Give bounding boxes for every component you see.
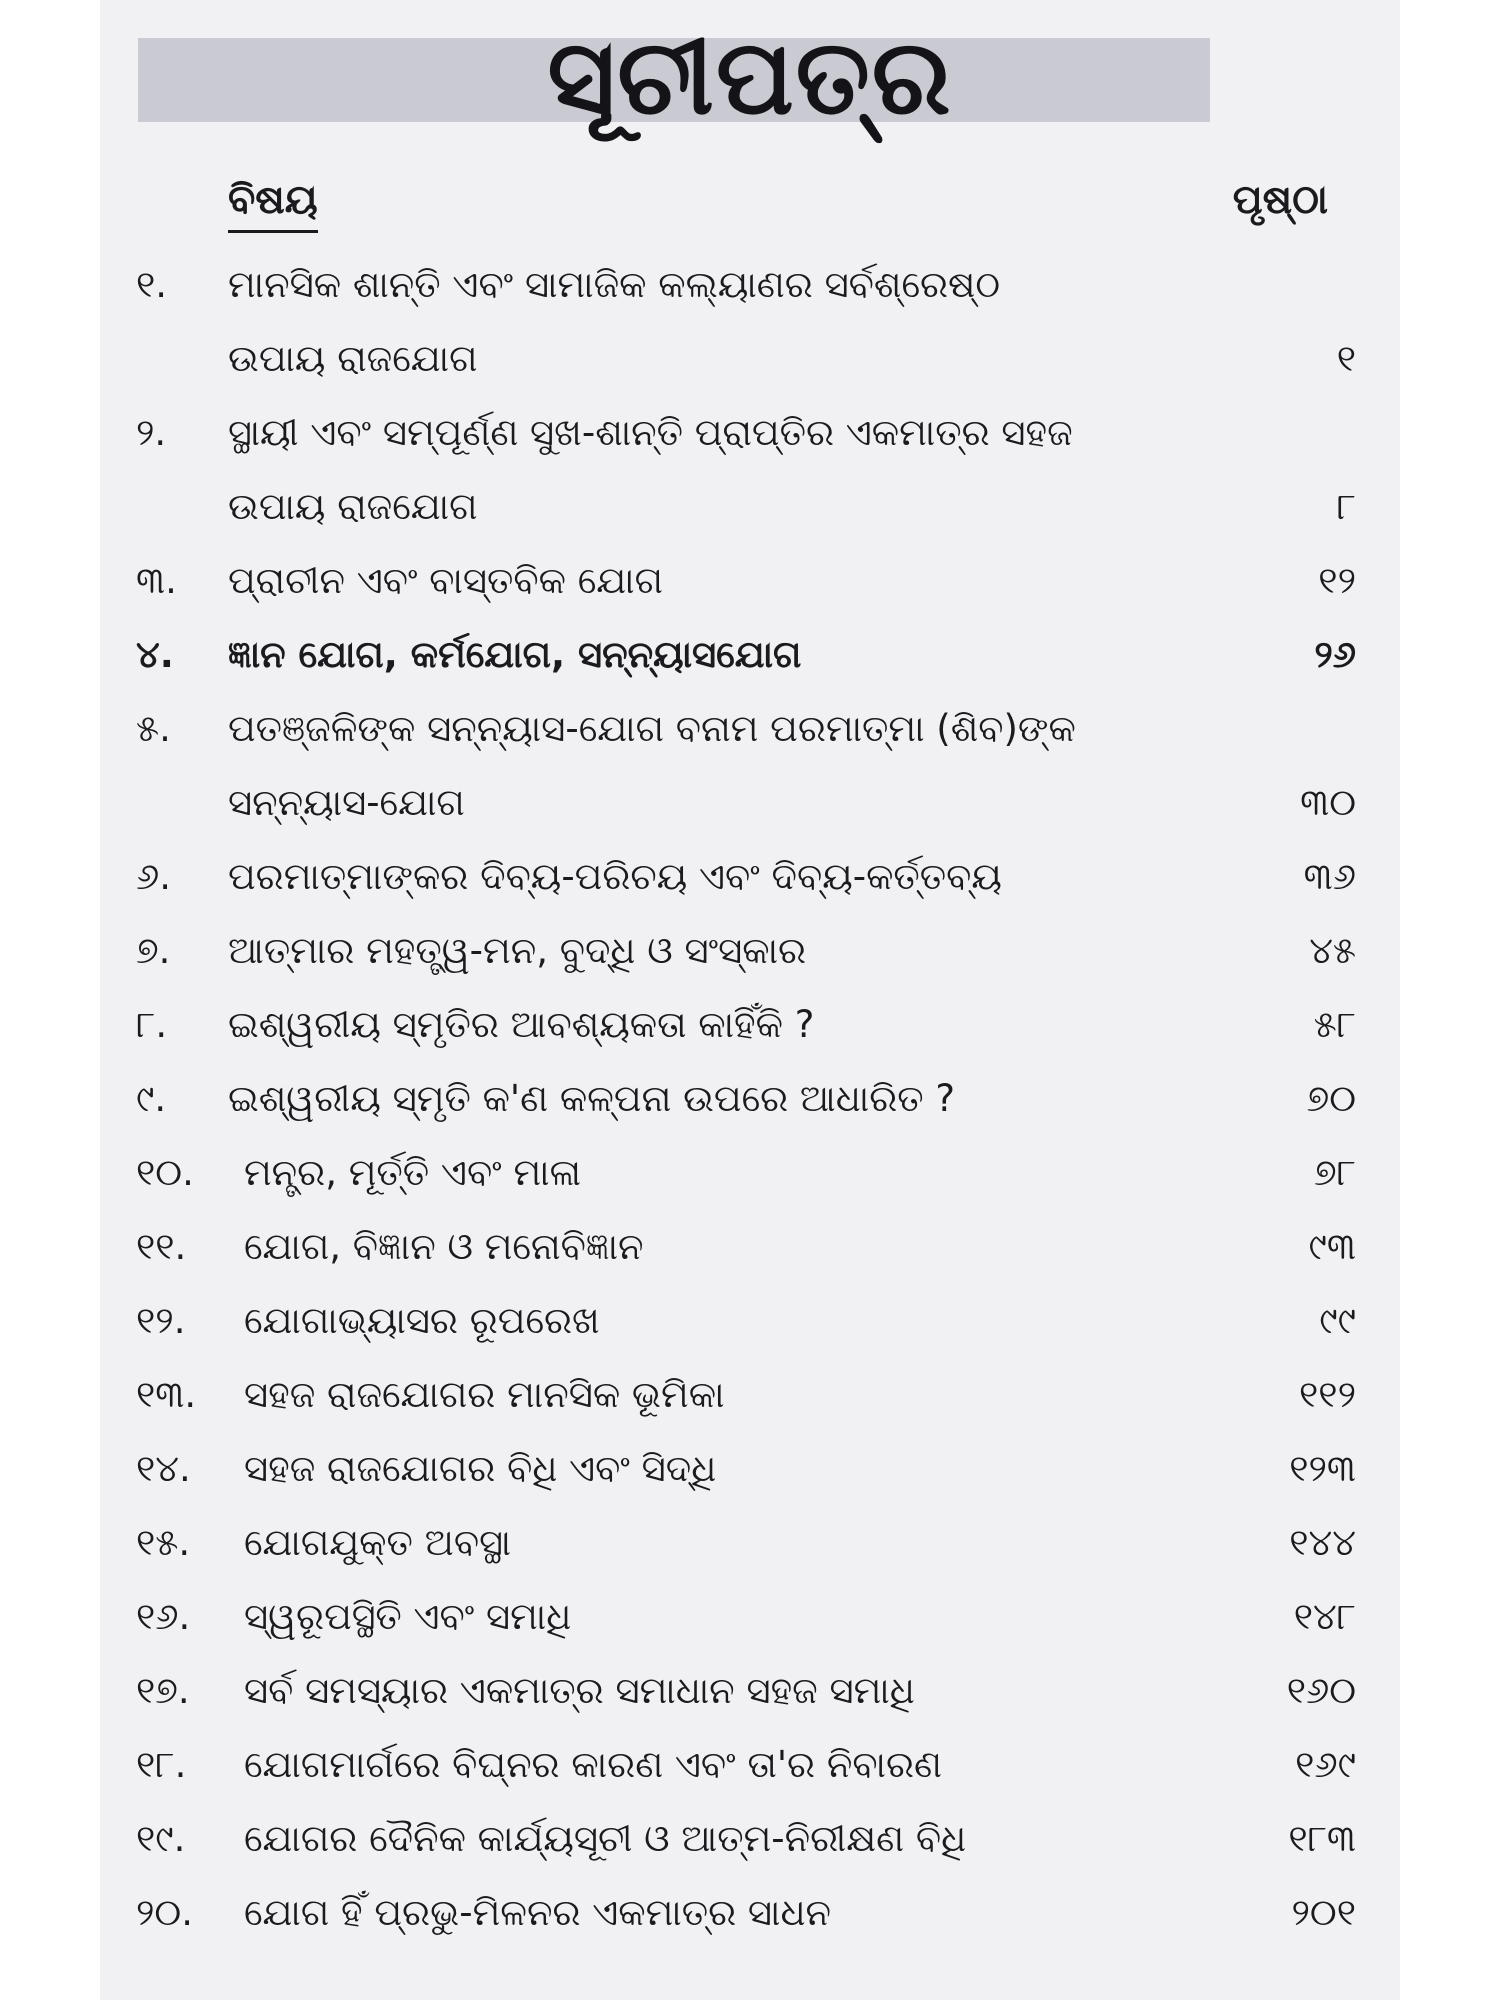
entry-page-number: ୧୨୩ [1289,1447,1356,1490]
entry-page-number: ୧୧୨ [1299,1373,1356,1416]
page-column-heading: ପୃଷ୍ଠା [1232,177,1328,223]
entry-page-number: ୭୮ [1314,1151,1356,1194]
entry-title-continued: ସନ୍ନ୍ୟାସ-ଯୋଗ [228,781,465,824]
entry-page-number: ୨୦୧ [1291,1891,1356,1934]
toc-entry-4 [136,618,1356,692]
toc-entry-15 [136,1506,1356,1580]
entry-page-number: ୯୯ [1319,1299,1356,1342]
toc-entry-8 [136,988,1356,1062]
entry-title: ଯୋଗର ଦୈନିକ କାର୍ଯ୍ୟସୂଚୀ ଓ ଆତ୍ମ-ନିରୀକ୍ଷଣ ବିଧି [244,1817,967,1860]
toc-entry-12 [136,1284,1356,1358]
entry-title: ସର୍ବ ସମସ୍ୟାର ଏକମାତ୍ର ସମାଧାନ ସହଜ ସମାଧି [244,1669,915,1712]
entry-page-number: ୪୫ [1309,929,1356,972]
entry-number: ୧୨. [136,1299,186,1342]
entry-number: ୧୯. [136,1817,186,1860]
entry-page-number: ୧୨ [1318,559,1356,602]
toc-entry-16 [136,1580,1356,1654]
entry-title: ସହଜ ରାଜଯୋଗର ବିଧି ଏବଂ ସିଦ୍ଧି [244,1447,717,1490]
toc-entry-10 [136,1136,1356,1210]
entry-title-continued: ଉପାୟ ରାଜଯୋଗ [228,485,478,528]
toc-entry-7 [136,914,1356,988]
toc-entry-17 [136,1654,1356,1728]
entry-number: ୭. [136,929,171,972]
entry-page-number: ୨୬ [1314,633,1356,676]
entry-page-number: ୧୬୦ [1286,1669,1356,1712]
subject-column-heading: ବିଷୟ [228,172,318,233]
entry-title: ସ୍ଥାୟୀ ଏବଂ ସମ୍ପୂର୍ଣ୍ଣ ସୁଖ-ଶାନ୍ତି ପ୍ରାପ୍ତିର ଏକମାତ୍ର ସହଜ [228,411,1073,454]
entry-title: ଆତ୍ମାର ମହତ୍ତ୍ୱ-ମନ, ବୁଦ୍ଧି ଓ ସଂସ୍କାର [228,929,807,972]
entry-page-number: ୧୬୯ [1295,1743,1356,1786]
entry-number: ୨୦. [136,1891,193,1934]
entry-number: ୧. [136,263,168,306]
table-of-contents [136,248,1356,1950]
entry-title: ଯୋଗଯୁକ୍ତ ଅବସ୍ଥା [244,1521,512,1564]
toc-entry-14 [136,1432,1356,1506]
entry-page-number: ୧୮୩ [1288,1817,1356,1860]
entry-title: ମାନସିକ ଶାନ୍ତି ଏବଂ ସାମାଜିକ କଲ୍ୟାଣର ସର୍ବଶ୍ରେଷ୍ଠ [228,263,1001,306]
entry-page-number: ୭୦ [1306,1077,1356,1120]
toc-entry-5 [136,692,1356,840]
toc-entry-9 [136,1062,1356,1136]
entry-number: ୨. [136,411,167,454]
entry-title: ଯୋଗ, ବିଜ୍ଞାନ ଓ ମନୋବିଜ୍ଞାନ [244,1225,644,1268]
book-page [100,0,1400,2000]
entry-title: ପତଞ୍ଜଳିଙ୍କ ସନ୍ନ୍ୟାସ-ଯୋଗ ବନାମ ପରମାତ୍ମା (ଶିବ)ଙ୍କ [228,707,1076,750]
entry-title: ଯୋଗାଭ୍ୟାସର ରୂପରେଖ [244,1299,600,1342]
entry-page-number: ୧୪୪ [1289,1521,1356,1564]
entry-number: ୧୪. [136,1447,191,1490]
entry-title: ଯୋଗ ହିଁ ପ୍ରଭୁ-ମିଳନର ଏକମାତ୍ର ସାଧନ [244,1891,832,1934]
entry-number: ୫. [136,707,171,750]
entry-title: ସହଜ ରାଜଯୋଗର ମାନସିକ ଭୂମିକା [244,1373,725,1416]
toc-entry-19 [136,1802,1356,1876]
entry-number: ୧୩. [136,1373,197,1416]
entry-title: ପରମାତ୍ମାଙ୍କର ଦିବ୍ୟ-ପରିଚୟ ଏବଂ ଦିବ୍ୟ-କର୍ତ୍ତବ୍ୟ [228,855,1002,898]
toc-entry-1 [136,248,1356,396]
entry-page-number: ୩୬ [1303,855,1356,898]
entry-number: ୧୦. [136,1151,194,1194]
entry-number: ୧୬. [136,1595,191,1638]
entry-page-number: ୧୪୮ [1293,1595,1356,1638]
entry-title: ମନ୍ତ୍ର, ମୂର୍ତ୍ତି ଏବଂ ମାଳା [244,1151,581,1194]
page-title: ସୂଚୀପତ୍ର [547,16,953,138]
entry-number: ୯. [136,1077,167,1120]
entry-page-number: ୧ [1336,337,1356,380]
toc-entry-3 [136,544,1356,618]
entry-number: ୬. [136,855,171,898]
toc-entry-13 [136,1358,1356,1432]
toc-entry-20 [136,1876,1356,1950]
entry-number: ୧୭. [136,1669,190,1712]
toc-entry-6 [136,840,1356,914]
entry-title-continued: ଉପାୟ ରାଜଯୋଗ [228,337,478,380]
entry-title: ଯୋଗମାର୍ଗରେ ବିଘ୍ନର କାରଣ ଏବଂ ତା'ର ନିବାରଣ [244,1743,943,1786]
entry-number: ୧୧. [136,1225,187,1268]
entry-number: ୩. [136,559,177,602]
toc-entry-2 [136,396,1356,544]
entry-title: ସ୍ୱରୂପସ୍ଥିତି ଏବଂ ସମାଧି [244,1595,572,1638]
entry-page-number: ୩୦ [1300,781,1356,824]
entry-title: ଇଶ୍ୱରୀୟ ସ୍ମୃତିର ଆବଶ୍ୟକତା କାହିଁକି ? [228,1003,815,1046]
entry-number: ୧୮. [136,1743,187,1786]
toc-entry-18 [136,1728,1356,1802]
toc-entry-11 [136,1210,1356,1284]
entry-number: ୪. [136,633,174,676]
entry-page-number: ୮ [1336,485,1356,528]
entry-number: ୧୫. [136,1521,191,1564]
entry-title: ପ୍ରାଚୀନ ଏବଂ ବାସ୍ତବିକ ଯୋଗ [228,559,664,602]
entry-number: ୮. [136,1003,168,1046]
entry-page-number: ୫୮ [1313,1003,1356,1046]
entry-title: ଜ୍ଞାନ ଯୋଗ, କର୍ମଯୋଗ, ସନ୍ନ୍ୟାସଯୋଗ [228,633,802,676]
entry-page-number: ୯୩ [1308,1225,1356,1268]
entry-title: ଇଶ୍ୱରୀୟ ସ୍ମୃତି କ'ଣ କଳ୍ପନା ଉପରେ ଆଧାରିତ ? [228,1077,956,1120]
